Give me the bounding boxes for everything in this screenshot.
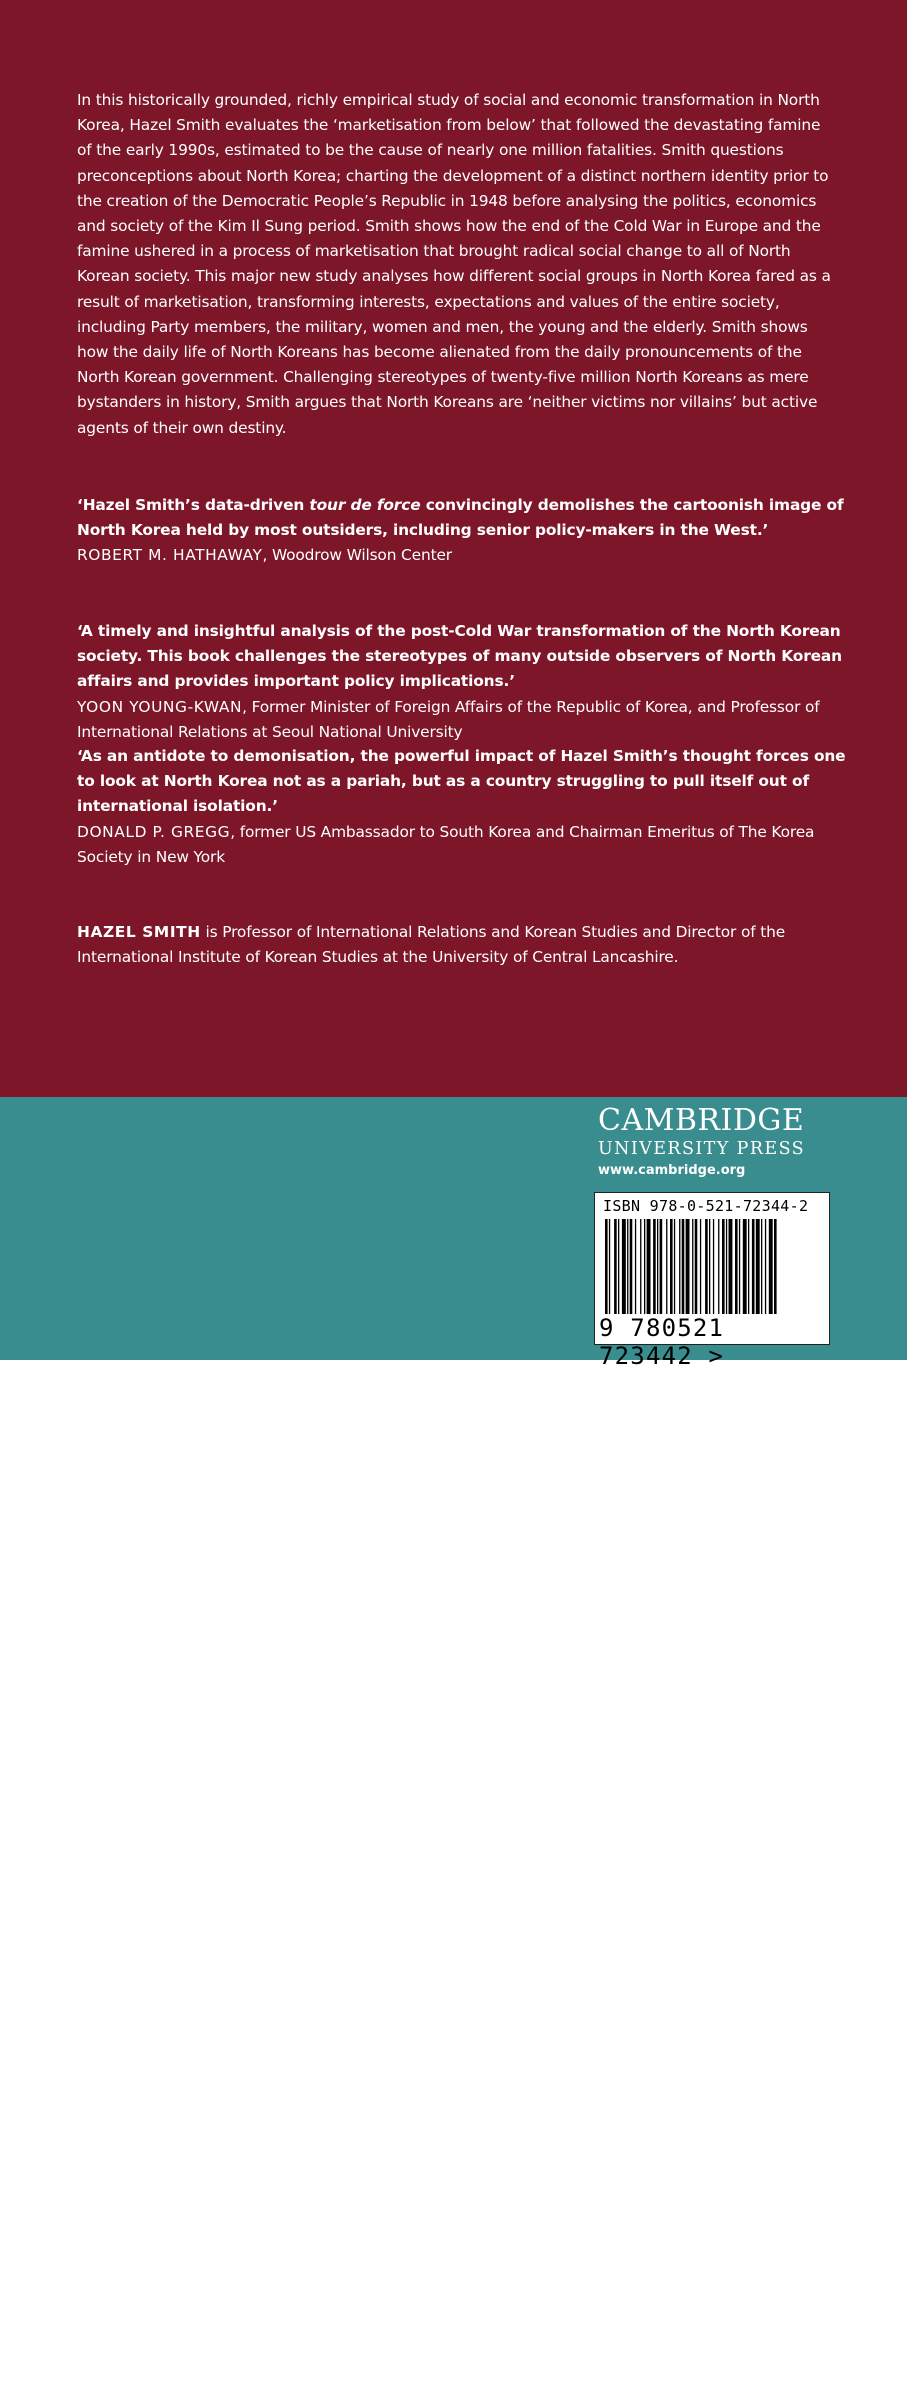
review-2 xyxy=(77,619,847,745)
barcode-bar xyxy=(713,1219,714,1314)
review-1 xyxy=(77,493,847,569)
barcode-bar xyxy=(653,1219,656,1314)
barcode-bar xyxy=(647,1219,651,1314)
barcode-bar xyxy=(644,1219,645,1314)
barcode-bar xyxy=(709,1219,710,1314)
reviewer-name: ROBERT M. HATHAWAY xyxy=(77,546,263,565)
barcode-bar xyxy=(718,1219,719,1314)
barcode-bars xyxy=(603,1219,823,1314)
barcode-bar xyxy=(627,1219,628,1314)
review-quote: ‘As an antidote to demonisation, the powerful impact of Hazel Smith’s thought forces one to look at North Korea not as a pariah, but as a country struggling to pull itself out of international isolation.’ xyxy=(77,747,846,816)
review-quote-start: ‘Hazel Smith’s data-driven xyxy=(77,496,310,514)
barcode-bar xyxy=(743,1219,747,1314)
barcode-bar xyxy=(692,1219,693,1314)
cover-credit-line-1: Cover credit: “Street with birches in Samjiyon” xyxy=(77,2294,399,2310)
author-bio xyxy=(77,920,847,970)
barcode-bar xyxy=(679,1219,680,1314)
author-name: HAZEL SMITH xyxy=(77,923,201,941)
barcode-bar xyxy=(761,1219,762,1314)
barcode-bar xyxy=(682,1219,685,1314)
barcode-bar xyxy=(700,1219,701,1314)
cover-designer: Cover designed by Hart McLeod Ltd xyxy=(77,2388,310,2403)
barcode-bar xyxy=(630,1219,633,1314)
barcode-bar xyxy=(722,1219,725,1314)
review-quote-end: convincingly demolishes the cartoonish image of North Korea held by most outsiders, including senior policy-makers in the West.’ xyxy=(77,496,844,540)
barcode-digits: 9 780521 723442 > xyxy=(599,1314,725,1370)
barcode-bar xyxy=(657,1219,658,1314)
isbn-barcode xyxy=(594,1192,830,1370)
barcode-bar xyxy=(756,1219,760,1314)
barcode-bar xyxy=(769,1219,773,1314)
publisher-name: CAMBRIDGE xyxy=(598,1103,805,1138)
reviewer-affiliation: , former US Ambassador to South Korea and Chairman Emeritus of The Korea Society in New York xyxy=(77,822,815,866)
reviewer-name: DONALD P. GREGG xyxy=(77,822,231,841)
reviewer-name: YOON YOUNG-KWAN xyxy=(77,697,243,716)
author-bio-text: is Professor of International Relations and Korean Studies and Director of the International Institute of Korean Studies at the University of Central Lancashire. xyxy=(77,923,786,967)
back-cover-upper-panel xyxy=(0,0,907,1097)
publisher-subname: UNIVERSITY PRESS xyxy=(598,1139,806,1159)
barcode-bar xyxy=(765,1219,766,1314)
reviewer-affiliation: , Former Minister of Foreign Affairs of the Republic of Korea, and Professor of International Relations at Seoul National University xyxy=(77,697,820,741)
cover-credit xyxy=(77,2290,421,2338)
barcode-bar xyxy=(670,1219,673,1314)
barcode-bar xyxy=(735,1219,738,1314)
barcode-bar xyxy=(739,1219,740,1314)
barcode-bar xyxy=(695,1219,698,1314)
barcode-bar xyxy=(614,1219,617,1314)
review-attribution xyxy=(77,820,847,870)
barcode-bar xyxy=(666,1219,667,1314)
barcode-bar xyxy=(748,1219,749,1314)
barcode-bar xyxy=(622,1219,626,1314)
reviewer-affiliation: , Woodrow Wilson Center xyxy=(262,546,452,565)
barcode-bar xyxy=(729,1219,733,1314)
book-blurb: In this historically grounded, richly empirical study of social and economic transformation in North Korea, Hazel Smith evaluates the ‘marketisation from below’ that followed the devastating famine of the early 1990s, estimated to be the cause of nearly one million fatalities. Smith questions preconceptions about North Korea; charting the development of a distinct northern identity prior to the creation of the Democratic People’s Republic in 1948 before analysing the politics, economics and society of the Kim Il Sung period. Smith shows how the end of the Cold War in Europe and the famine ushered in a process of marketisation that brought radical social change to all of North Korean society. This major new study analyses how different social groups in North Korea fared as a result of marketisation, transforming interests, expectations and values of the entire society, including Party members, the military, women and men, the young and the elderly. Smith shows how the daily life of North Koreans has become alienated from the daily pronouncements of the North Korean government. Challenging stereotypes of twenty-five million North Koreans as mere bystanders in history, Smith argues that North Koreans are ‘neither victims nor villains’ but active agents of their own destiny. xyxy=(77,91,831,437)
review-3 xyxy=(77,744,847,870)
barcode-bar xyxy=(609,1219,610,1314)
barcode-bar xyxy=(635,1219,636,1314)
barcode-bar xyxy=(674,1219,675,1314)
review-quote-italic: tour de force xyxy=(309,496,421,514)
publisher-url[interactable]: www.cambridge.org xyxy=(598,1163,746,1178)
review-attribution xyxy=(77,543,847,568)
barcode-bar xyxy=(686,1219,690,1314)
review-quote xyxy=(77,493,847,543)
barcode-bar xyxy=(640,1219,641,1314)
barcode-bar xyxy=(752,1219,755,1314)
barcode-bar xyxy=(774,1219,777,1314)
barcode-bar xyxy=(705,1219,708,1314)
barcode-bar xyxy=(605,1219,608,1314)
barcode-bar xyxy=(726,1219,727,1314)
review-attribution xyxy=(77,695,847,745)
barcode-bar xyxy=(660,1219,663,1314)
barcode-bar xyxy=(618,1219,619,1314)
cover-credit-line-2: by Park Hwa Sun. Courtesy of Gallery Pyongyang. xyxy=(77,2318,421,2334)
publisher-logo xyxy=(598,1104,828,1182)
review-quote: ‘A timely and insightful analysis of the post-Cold War transformation of the North Korean society. This book challenges the stereotypes of many outside observers of North Korean affairs and provides important policy implications.’ xyxy=(77,622,842,691)
isbn-number: ISBN 978-0-521-72344-2 xyxy=(603,1197,809,1215)
